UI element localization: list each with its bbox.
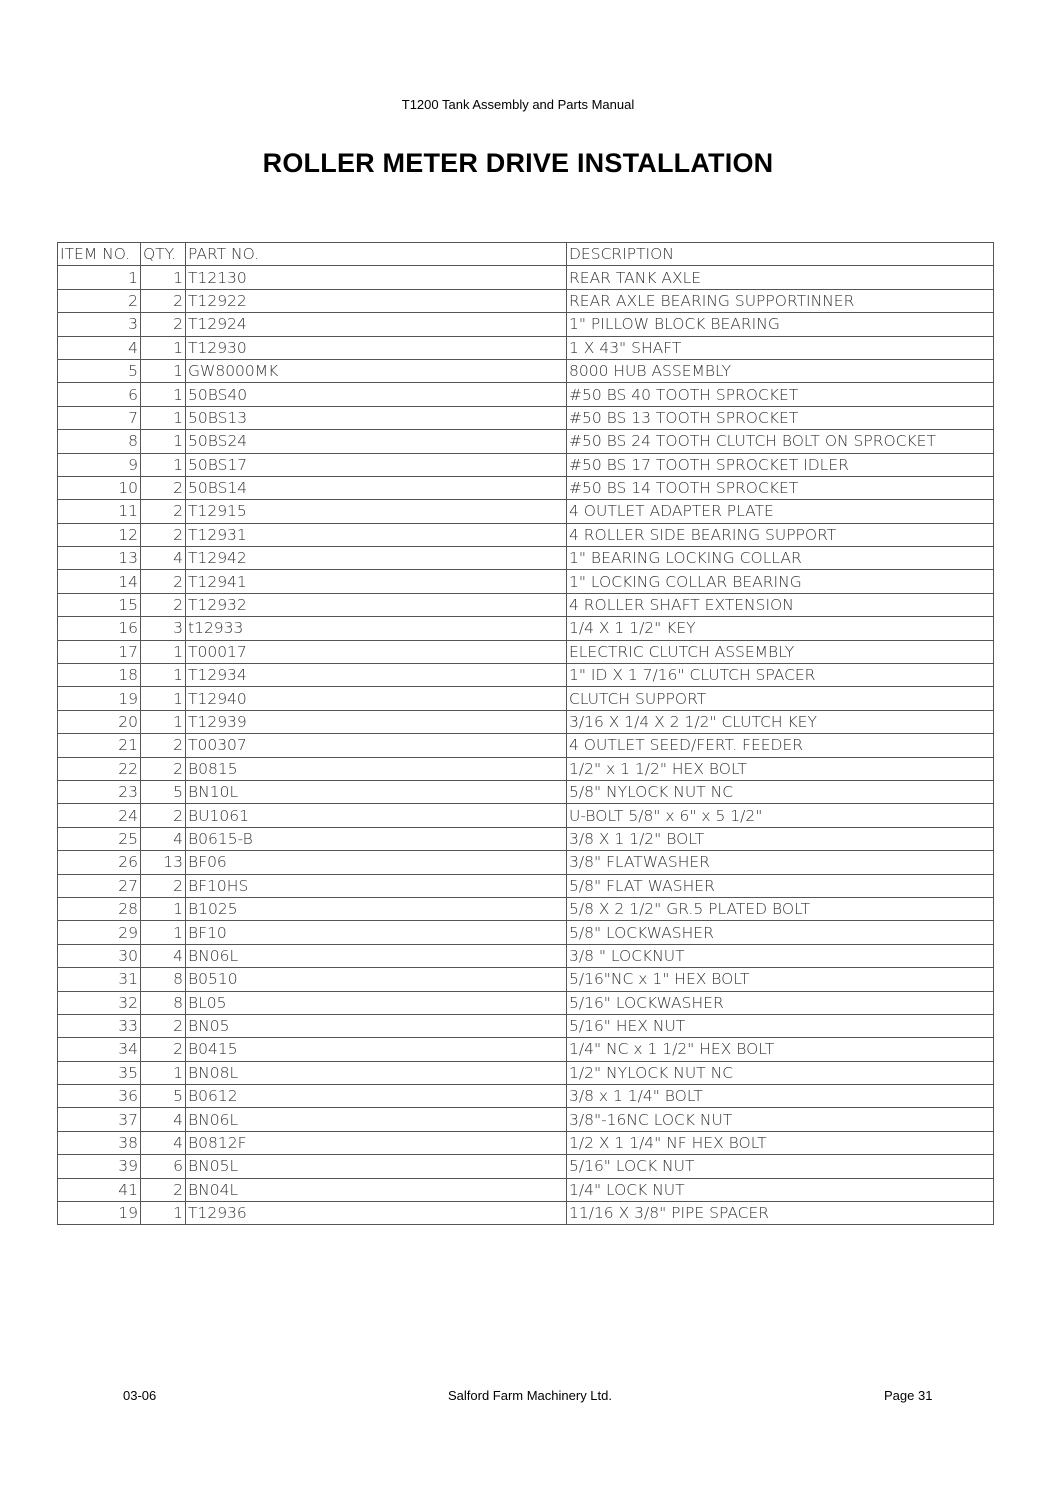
table-row xyxy=(58,944,994,967)
table-row xyxy=(58,1038,994,1061)
item-no-cell: 12 xyxy=(58,523,141,546)
item-no-cell: 31 xyxy=(58,968,141,991)
qty-cell: 6 xyxy=(141,1155,186,1178)
part-no-cell: B0615-B xyxy=(186,827,567,850)
description-cell: U-BOLT 5/8" x 6" x 5 1/2" xyxy=(567,804,994,827)
item-no-cell: 2 xyxy=(58,289,141,312)
qty-cell: 1 xyxy=(141,687,186,710)
item-no-cell: 19 xyxy=(58,687,141,710)
table-row xyxy=(58,991,994,1014)
part-no-cell: 50BS14 xyxy=(186,476,567,499)
part-no-cell: 50BS40 xyxy=(186,383,567,406)
description-cell: REAR AXLE BEARING SUPPORTINNER xyxy=(567,289,994,312)
qty-cell: 1 xyxy=(141,430,186,453)
description-cell: CLUTCH SUPPORT xyxy=(567,687,994,710)
table-row xyxy=(58,664,994,687)
qty-cell: 2 xyxy=(141,570,186,593)
description-cell: #50 BS 13 TOOTH SPROCKET xyxy=(567,406,994,429)
item-no-cell: 7 xyxy=(58,406,141,429)
description-cell: 5/8 X 2 1/2" GR.5 PLATED BOLT xyxy=(567,897,994,920)
description-cell: 1" BEARING LOCKING COLLAR xyxy=(567,547,994,570)
part-no-cell: T12130 xyxy=(186,266,567,289)
table-row xyxy=(58,968,994,991)
description-cell: 1/2 X 1 1/4" NF HEX BOLT xyxy=(567,1131,994,1154)
part-no-cell: BN04L xyxy=(186,1178,567,1201)
table-row xyxy=(58,851,994,874)
item-no-cell: 24 xyxy=(58,804,141,827)
part-no-cell: BF10 xyxy=(186,921,567,944)
parts-table xyxy=(57,242,994,1225)
description-cell: 3/8" FLATWASHER xyxy=(567,851,994,874)
description-cell: 1 X 43" SHAFT xyxy=(567,336,994,359)
item-no-cell: 23 xyxy=(58,780,141,803)
item-no-cell: 19 xyxy=(58,1202,141,1225)
item-no-cell: 11 xyxy=(58,500,141,523)
description-cell: 5/8" NYLOCK NUT NC xyxy=(567,780,994,803)
part-no-cell: BN05L xyxy=(186,1155,567,1178)
part-no-cell: T12941 xyxy=(186,570,567,593)
part-no-cell: BU1061 xyxy=(186,804,567,827)
item-no-cell: 20 xyxy=(58,710,141,733)
part-no-cell: T00017 xyxy=(186,640,567,663)
qty-cell: 2 xyxy=(141,476,186,499)
part-no-cell: B1025 xyxy=(186,897,567,920)
part-no-cell: T12924 xyxy=(186,313,567,336)
description-cell: 3/16 X 1/4 X 2 1/2" CLUTCH KEY xyxy=(567,710,994,733)
table-row xyxy=(58,1014,994,1037)
description-cell: 5/16"NC x 1" HEX BOLT xyxy=(567,968,994,991)
description-cell: 8000 HUB ASSEMBLY xyxy=(567,359,994,382)
table-row xyxy=(58,359,994,382)
description-cell: 3/8 x 1 1/4" BOLT xyxy=(567,1085,994,1108)
description-cell: 4 ROLLER SHAFT EXTENSION xyxy=(567,593,994,616)
part-no-cell: T12934 xyxy=(186,664,567,687)
qty-cell: 2 xyxy=(141,523,186,546)
footer-page-number: Page 31 xyxy=(884,1388,933,1403)
table-row xyxy=(58,453,994,476)
item-no-cell: 3 xyxy=(58,313,141,336)
description-cell: #50 BS 40 TOOTH SPROCKET xyxy=(567,383,994,406)
part-no-cell: BF06 xyxy=(186,851,567,874)
item-no-cell: 18 xyxy=(58,664,141,687)
qty-cell: 4 xyxy=(141,1131,186,1154)
qty-cell: 5 xyxy=(141,780,186,803)
part-no-cell: BN06L xyxy=(186,1108,567,1131)
table-row xyxy=(58,1108,994,1131)
qty-cell: 3 xyxy=(141,617,186,640)
part-no-cell: BF10HS xyxy=(186,874,567,897)
qty-cell: 2 xyxy=(141,313,186,336)
description-cell: 1" PILLOW BLOCK BEARING xyxy=(567,313,994,336)
qty-cell: 4 xyxy=(141,827,186,850)
item-no-cell: 10 xyxy=(58,476,141,499)
description-cell: 1" LOCKING COLLAR BEARING xyxy=(567,570,994,593)
part-no-cell: 50BS17 xyxy=(186,453,567,476)
description-cell: 4 OUTLET ADAPTER PLATE xyxy=(567,500,994,523)
qty-cell: 2 xyxy=(141,1038,186,1061)
table-row xyxy=(58,523,994,546)
item-no-cell: 28 xyxy=(58,897,141,920)
qty-cell: 5 xyxy=(141,1085,186,1108)
table-row xyxy=(58,804,994,827)
part-no-cell: T12930 xyxy=(186,336,567,359)
table-row xyxy=(58,874,994,897)
item-no-cell: 5 xyxy=(58,359,141,382)
table-row xyxy=(58,687,994,710)
description-cell: #50 BS 17 TOOTH SPROCKET IDLER xyxy=(567,453,994,476)
qty-cell: 2 xyxy=(141,1014,186,1037)
description-cell: 1/2" NYLOCK NUT NC xyxy=(567,1061,994,1084)
description-cell: 3/8 " LOCKNUT xyxy=(567,944,994,967)
qty-cell: 2 xyxy=(141,757,186,780)
item-no-cell: 41 xyxy=(58,1178,141,1201)
qty-cell: 8 xyxy=(141,991,186,1014)
description-cell: 1/2" x 1 1/2" HEX BOLT xyxy=(567,757,994,780)
description-cell: 3/8"-16NC LOCK NUT xyxy=(567,1108,994,1131)
part-no-cell: t12933 xyxy=(186,617,567,640)
table-row xyxy=(58,406,994,429)
description-cell: 5/8" LOCKWASHER xyxy=(567,921,994,944)
qty-cell: 2 xyxy=(141,1178,186,1201)
part-no-cell: B0510 xyxy=(186,968,567,991)
qty-cell: 4 xyxy=(141,944,186,967)
qty-cell: 2 xyxy=(141,734,186,757)
item-no-cell: 15 xyxy=(58,593,141,616)
qty-cell: 1 xyxy=(141,921,186,944)
description-cell: 1/4 X 1 1/2" KEY xyxy=(567,617,994,640)
table-row xyxy=(58,1061,994,1084)
description-cell: 11/16 X 3/8" PIPE SPACER xyxy=(567,1202,994,1225)
description-cell: 1/4" NC x 1 1/2" HEX BOLT xyxy=(567,1038,994,1061)
item-no-cell: 25 xyxy=(58,827,141,850)
part-no-cell: 50BS13 xyxy=(186,406,567,429)
table-row xyxy=(58,1178,994,1201)
qty-cell: 1 xyxy=(141,1202,186,1225)
qty-cell: 1 xyxy=(141,266,186,289)
part-no-cell: T12922 xyxy=(186,289,567,312)
column-header-qty: QTY. xyxy=(141,243,186,266)
table-row xyxy=(58,710,994,733)
part-no-cell: T12942 xyxy=(186,547,567,570)
table-header-row xyxy=(58,243,994,266)
part-no-cell: B0612 xyxy=(186,1085,567,1108)
qty-cell: 2 xyxy=(141,289,186,312)
description-cell: #50 BS 24 TOOTH CLUTCH BOLT ON SPROCKET xyxy=(567,430,994,453)
part-no-cell: 50BS24 xyxy=(186,430,567,453)
part-no-cell: GW8000MK xyxy=(186,359,567,382)
description-cell: 1/4" LOCK NUT xyxy=(567,1178,994,1201)
item-no-cell: 39 xyxy=(58,1155,141,1178)
table-row xyxy=(58,1131,994,1154)
qty-cell: 1 xyxy=(141,640,186,663)
item-no-cell: 9 xyxy=(58,453,141,476)
footer-company: Salford Farm Machinery Ltd. xyxy=(447,1388,612,1403)
table-row xyxy=(58,780,994,803)
item-no-cell: 29 xyxy=(58,921,141,944)
table-row xyxy=(58,570,994,593)
footer-date: 03-06 xyxy=(123,1388,157,1403)
table-row xyxy=(58,289,994,312)
table-row xyxy=(58,921,994,944)
description-cell: 5/16" LOCKWASHER xyxy=(567,991,994,1014)
qty-cell: 1 xyxy=(141,710,186,733)
table-row xyxy=(58,383,994,406)
item-no-cell: 6 xyxy=(58,383,141,406)
qty-cell: 2 xyxy=(141,874,186,897)
item-no-cell: 37 xyxy=(58,1108,141,1131)
item-no-cell: 26 xyxy=(58,851,141,874)
qty-cell: 8 xyxy=(141,968,186,991)
qty-cell: 1 xyxy=(141,1061,186,1084)
part-no-cell: BN06L xyxy=(186,944,567,967)
table-row xyxy=(58,547,994,570)
qty-cell: 1 xyxy=(141,453,186,476)
table-row xyxy=(58,266,994,289)
part-no-cell: T12936 xyxy=(186,1202,567,1225)
part-no-cell: B0415 xyxy=(186,1038,567,1061)
qty-cell: 1 xyxy=(141,383,186,406)
description-cell: #50 BS 14 TOOTH SPROCKET xyxy=(567,476,994,499)
table-row xyxy=(58,640,994,663)
description-cell: 4 ROLLER SIDE BEARING SUPPORT xyxy=(567,523,994,546)
description-cell: REAR TANK AXLE xyxy=(567,266,994,289)
part-no-cell: BN08L xyxy=(186,1061,567,1084)
item-no-cell: 16 xyxy=(58,617,141,640)
part-no-cell: BL05 xyxy=(186,991,567,1014)
item-no-cell: 27 xyxy=(58,874,141,897)
qty-cell: 1 xyxy=(141,406,186,429)
table-row xyxy=(58,1155,994,1178)
description-cell: 5/16" HEX NUT xyxy=(567,1014,994,1037)
item-no-cell: 32 xyxy=(58,991,141,1014)
column-header-item-no: ITEM NO. xyxy=(58,243,141,266)
qty-cell: 2 xyxy=(141,500,186,523)
item-no-cell: 33 xyxy=(58,1014,141,1037)
qty-cell: 4 xyxy=(141,547,186,570)
item-no-cell: 4 xyxy=(58,336,141,359)
table-row xyxy=(58,757,994,780)
item-no-cell: 13 xyxy=(58,547,141,570)
description-cell: 4 OUTLET SEED/FERT. FEEDER xyxy=(567,734,994,757)
part-no-cell: T00307 xyxy=(186,734,567,757)
parts-table-body xyxy=(58,266,994,1225)
table-row xyxy=(58,336,994,359)
table-row xyxy=(58,430,994,453)
table-row xyxy=(58,593,994,616)
table-row xyxy=(58,897,994,920)
part-no-cell: T12915 xyxy=(186,500,567,523)
part-no-cell: T12931 xyxy=(186,523,567,546)
qty-cell: 1 xyxy=(141,336,186,359)
description-cell: 5/8" FLAT WASHER xyxy=(567,874,994,897)
table-row xyxy=(58,1202,994,1225)
column-header-description: DESCRIPTION xyxy=(567,243,994,266)
table-row xyxy=(58,827,994,850)
description-cell: 1" ID X 1 7/16" CLUTCH SPACER xyxy=(567,664,994,687)
part-no-cell: T12940 xyxy=(186,687,567,710)
document-header: T1200 Tank Assembly and Parts Manual xyxy=(401,97,635,112)
table-row xyxy=(58,734,994,757)
qty-cell: 1 xyxy=(141,897,186,920)
item-no-cell: 21 xyxy=(58,734,141,757)
item-no-cell: 34 xyxy=(58,1038,141,1061)
column-header-part-no: PART NO. xyxy=(186,243,567,266)
table-row xyxy=(58,313,994,336)
description-cell: 5/16" LOCK NUT xyxy=(567,1155,994,1178)
description-cell: 3/8 X 1 1/2" BOLT xyxy=(567,827,994,850)
qty-cell: 1 xyxy=(141,359,186,382)
table-row xyxy=(58,617,994,640)
qty-cell: 4 xyxy=(141,1108,186,1131)
item-no-cell: 8 xyxy=(58,430,141,453)
item-no-cell: 35 xyxy=(58,1061,141,1084)
item-no-cell: 30 xyxy=(58,944,141,967)
qty-cell: 2 xyxy=(141,593,186,616)
table-row xyxy=(58,476,994,499)
item-no-cell: 22 xyxy=(58,757,141,780)
item-no-cell: 1 xyxy=(58,266,141,289)
page-title: ROLLER METER DRIVE INSTALLATION xyxy=(262,148,774,178)
part-no-cell: BN05 xyxy=(186,1014,567,1037)
item-no-cell: 36 xyxy=(58,1085,141,1108)
qty-cell: 1 xyxy=(141,664,186,687)
part-no-cell: T12939 xyxy=(186,710,567,733)
item-no-cell: 38 xyxy=(58,1131,141,1154)
item-no-cell: 14 xyxy=(58,570,141,593)
table-row xyxy=(58,1085,994,1108)
part-no-cell: BN10L xyxy=(186,780,567,803)
qty-cell: 13 xyxy=(141,851,186,874)
description-cell: ELECTRIC CLUTCH ASSEMBLY xyxy=(567,640,994,663)
part-no-cell: B0812F xyxy=(186,1131,567,1154)
item-no-cell: 17 xyxy=(58,640,141,663)
qty-cell: 2 xyxy=(141,804,186,827)
part-no-cell: B0815 xyxy=(186,757,567,780)
part-no-cell: T12932 xyxy=(186,593,567,616)
table-row xyxy=(58,500,994,523)
